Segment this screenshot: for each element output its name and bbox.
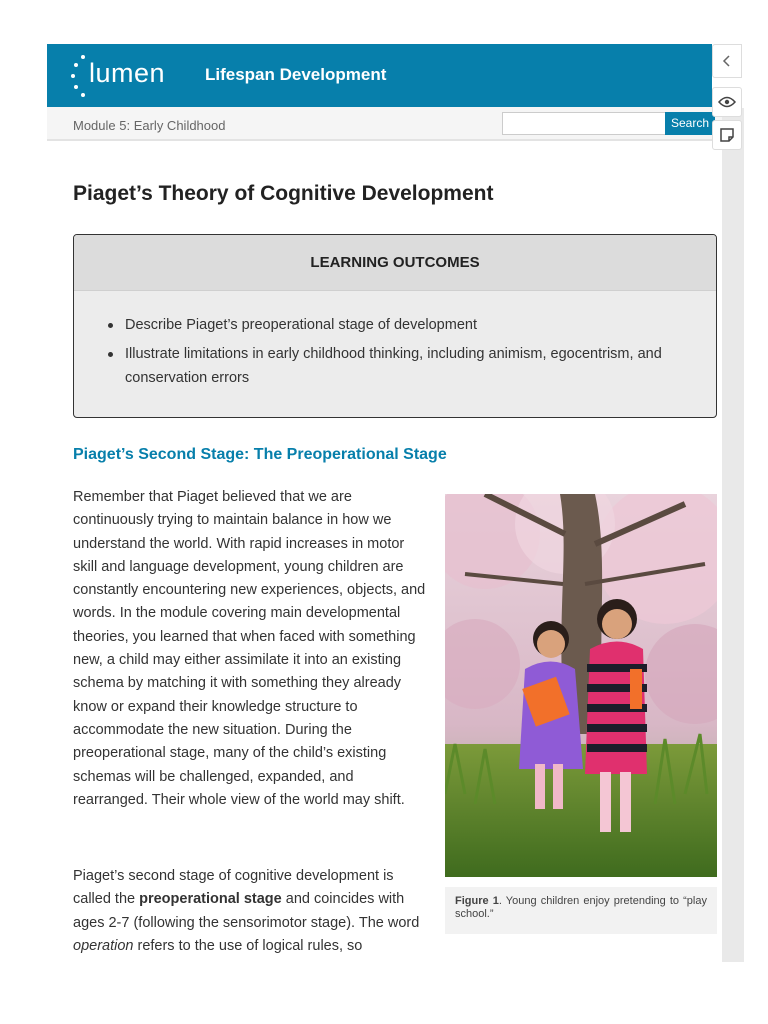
key-term: preoperational stage (139, 891, 282, 908)
logo-dot (74, 85, 78, 89)
children-photo (445, 494, 717, 877)
chevron-left-icon (722, 55, 732, 67)
lumen-logo[interactable] (71, 53, 181, 99)
paragraph-text: and coincides with ages 2-7 (following the sensorimotor stage). The word (73, 891, 420, 931)
page-title: Piaget’s Theory of Cognitive Development (73, 182, 494, 205)
learning-outcomes-box (73, 234, 717, 418)
paragraph (73, 865, 427, 958)
collapse-panel-button[interactable] (712, 44, 742, 78)
breadcrumb-bar (47, 107, 722, 141)
learning-outcomes-list (74, 291, 716, 390)
notes-button[interactable] (712, 120, 742, 150)
logo-dot (74, 63, 78, 67)
figure-caption-text: . Young children enjoy pretending to “play school.” (455, 895, 707, 920)
course-title[interactable]: Lifespan Development (205, 65, 387, 84)
paragraph: Remember that Piaget believed that we are continuously trying to maintain balance in how we understand the world. With rapid increases in motor skill and language development, young children are constantly encountering new experiences, objects, and words. In the module covering main developmental theories, you learned that when faced with something new, a child may either assimilate it into an existing schema by matching it with something they already know or expand their knowledge structure to accommodate the new situation. During the preoperational stage, many of the child’s existing schemas will be challenged, expanded, and rearranged. Their whole view of the world may shift. (73, 489, 426, 808)
figure-image (445, 494, 717, 877)
figure-label: Figure 1 (455, 895, 499, 907)
figure-caption (445, 887, 717, 934)
emphasized-term: operation (73, 937, 134, 954)
logo-dot (81, 55, 85, 59)
sticky-note-icon (720, 128, 734, 142)
breadcrumb[interactable]: Module 5: Early Childhood (73, 118, 226, 133)
list-item: Illustrate limitations in early childhood thinking, including animism, egocentrism, and conservation errors (125, 342, 686, 390)
logo-text: lumen (89, 58, 166, 88)
paragraph-text: Piaget’s second stage of cognitive development is called the (73, 868, 394, 908)
list-item: Describe Piaget’s preoperational stage of development (125, 313, 686, 337)
logo-dot (81, 93, 85, 97)
section-heading: Piaget’s Second Stage: The Preoperational Stage (73, 446, 447, 463)
view-toggle-button[interactable] (712, 87, 742, 117)
paragraph-text: refers to the use of logical rules, so (133, 937, 363, 954)
learning-outcomes-heading: LEARNING OUTCOMES (74, 235, 716, 291)
logo-dot (71, 74, 75, 78)
scrollbar-track[interactable] (722, 108, 744, 962)
search-input[interactable] (502, 112, 666, 135)
search-button[interactable]: Search (665, 112, 715, 135)
top-bar (47, 44, 712, 107)
eye-icon (718, 96, 736, 108)
